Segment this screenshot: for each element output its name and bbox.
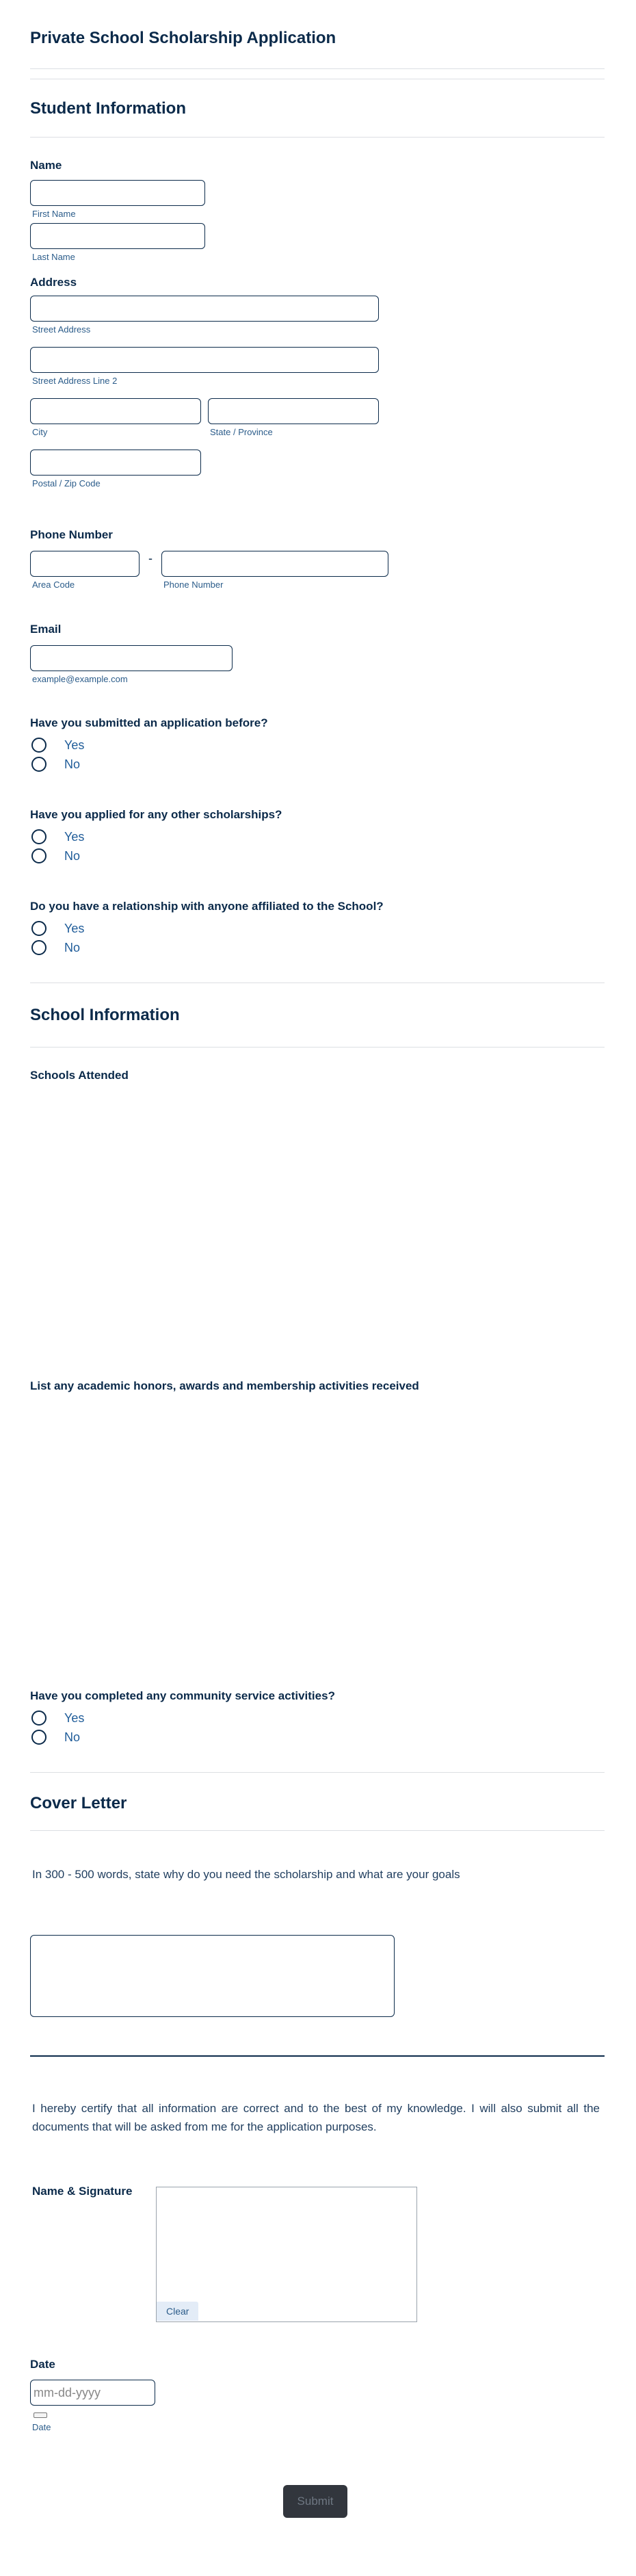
date-input[interactable]: mm-dd-yyyy	[30, 2380, 155, 2406]
radio-option-no[interactable]	[31, 757, 80, 772]
radio-option-no[interactable]	[31, 940, 80, 955]
email-input[interactable]	[30, 645, 233, 671]
divider	[30, 1772, 605, 1773]
radio-option-no[interactable]	[31, 848, 80, 863]
last-name-sublabel: Last Name	[32, 252, 75, 262]
section-title-cover-letter: Cover Letter	[30, 1794, 127, 1812]
question-community-service: Have you completed any community service activities?	[30, 1689, 335, 1702]
radio-button[interactable]	[31, 829, 47, 844]
section-title-student: Student Information	[30, 99, 186, 118]
date-label: Date	[30, 2358, 55, 2371]
phone-dash: -	[148, 551, 153, 565]
area-code-input[interactable]	[30, 551, 140, 577]
radio-option-yes[interactable]	[31, 829, 84, 844]
radio-option-yes[interactable]	[31, 921, 84, 936]
city-sublabel: City	[32, 427, 48, 437]
last-name-input[interactable]	[30, 223, 205, 249]
phone-number-input[interactable]	[161, 551, 388, 577]
divider	[30, 137, 605, 138]
street-address-2-input[interactable]	[30, 347, 379, 373]
state-input[interactable]	[208, 398, 379, 424]
radio-label: No	[64, 1730, 81, 1744]
cover-letter-prompt: In 300 - 500 words, state why do you need the scholarship and what are your goals	[32, 1868, 460, 1881]
divider	[30, 1830, 605, 1831]
question-applied-before: Have you submitted an application before?	[30, 716, 268, 729]
name-label: Name	[30, 159, 62, 172]
radio-button[interactable]	[31, 738, 47, 753]
zip-sublabel: Postal / Zip Code	[32, 478, 101, 489]
honors-table[interactable]	[30, 1398, 605, 1672]
cover-letter-textarea[interactable]	[30, 1935, 395, 2017]
radio-option-yes[interactable]	[31, 738, 84, 753]
divider	[30, 2055, 605, 2057]
city-input[interactable]	[30, 398, 201, 424]
question-other-scholarships: Have you applied for any other scholarships?	[30, 808, 282, 821]
radio-button[interactable]	[31, 921, 47, 936]
radio-label: Yes	[64, 829, 85, 844]
street-address-2-sublabel: Street Address Line 2	[32, 376, 118, 386]
state-sublabel: State / Province	[210, 427, 273, 437]
divider	[30, 1047, 605, 1048]
schools-attended-label: Schools Attended	[30, 1069, 129, 1082]
honors-label: List any academic honors, awards and membership activities received	[30, 1379, 419, 1392]
phone-label: Phone Number	[30, 528, 113, 541]
divider	[30, 68, 605, 69]
radio-option-no[interactable]	[31, 1730, 80, 1745]
area-code-sublabel: Area Code	[32, 580, 75, 590]
submit-button[interactable]: Submit	[283, 2485, 347, 2518]
radio-button[interactable]	[31, 940, 47, 955]
radio-label: No	[64, 940, 81, 954]
radio-option-yes[interactable]	[31, 1710, 84, 1726]
zip-input[interactable]	[30, 450, 201, 476]
email-sublabel: example@example.com	[32, 674, 128, 684]
address-label: Address	[30, 276, 77, 289]
section-title-school: School Information	[30, 1006, 180, 1024]
email-label: Email	[30, 623, 62, 636]
radio-label: No	[64, 848, 81, 863]
radio-label: Yes	[64, 738, 85, 752]
radio-button[interactable]	[31, 757, 47, 772]
first-name-sublabel: First Name	[32, 209, 76, 219]
question-relationship: Do you have a relationship with anyone affiliated to the School?	[30, 900, 384, 913]
street-address-input[interactable]	[30, 296, 379, 322]
schools-attended-table[interactable]	[30, 1088, 605, 1362]
certification-text: I hereby certify that all information are correct and to the best of my knowledge. I will also submit all the documents that will be asked from me for the application purposes.	[32, 2102, 600, 2133]
radio-button[interactable]	[31, 1730, 47, 1745]
street-address-sublabel: Street Address	[32, 324, 91, 335]
form-title: Private School Scholarship Application	[30, 29, 336, 47]
first-name-input[interactable]	[30, 180, 205, 206]
radio-label: Yes	[64, 921, 85, 935]
radio-button[interactable]	[31, 848, 47, 863]
phone-number-sublabel: Phone Number	[163, 580, 224, 590]
signature-label: Name & Signature	[32, 2185, 133, 2198]
radio-label: No	[64, 757, 81, 771]
clear-signature-button[interactable]: Clear	[157, 2302, 198, 2321]
radio-button[interactable]	[31, 1710, 47, 1726]
calendar-icon[interactable]	[34, 2412, 47, 2418]
radio-label: Yes	[64, 1710, 85, 1725]
date-sublabel: Date	[32, 2422, 51, 2432]
